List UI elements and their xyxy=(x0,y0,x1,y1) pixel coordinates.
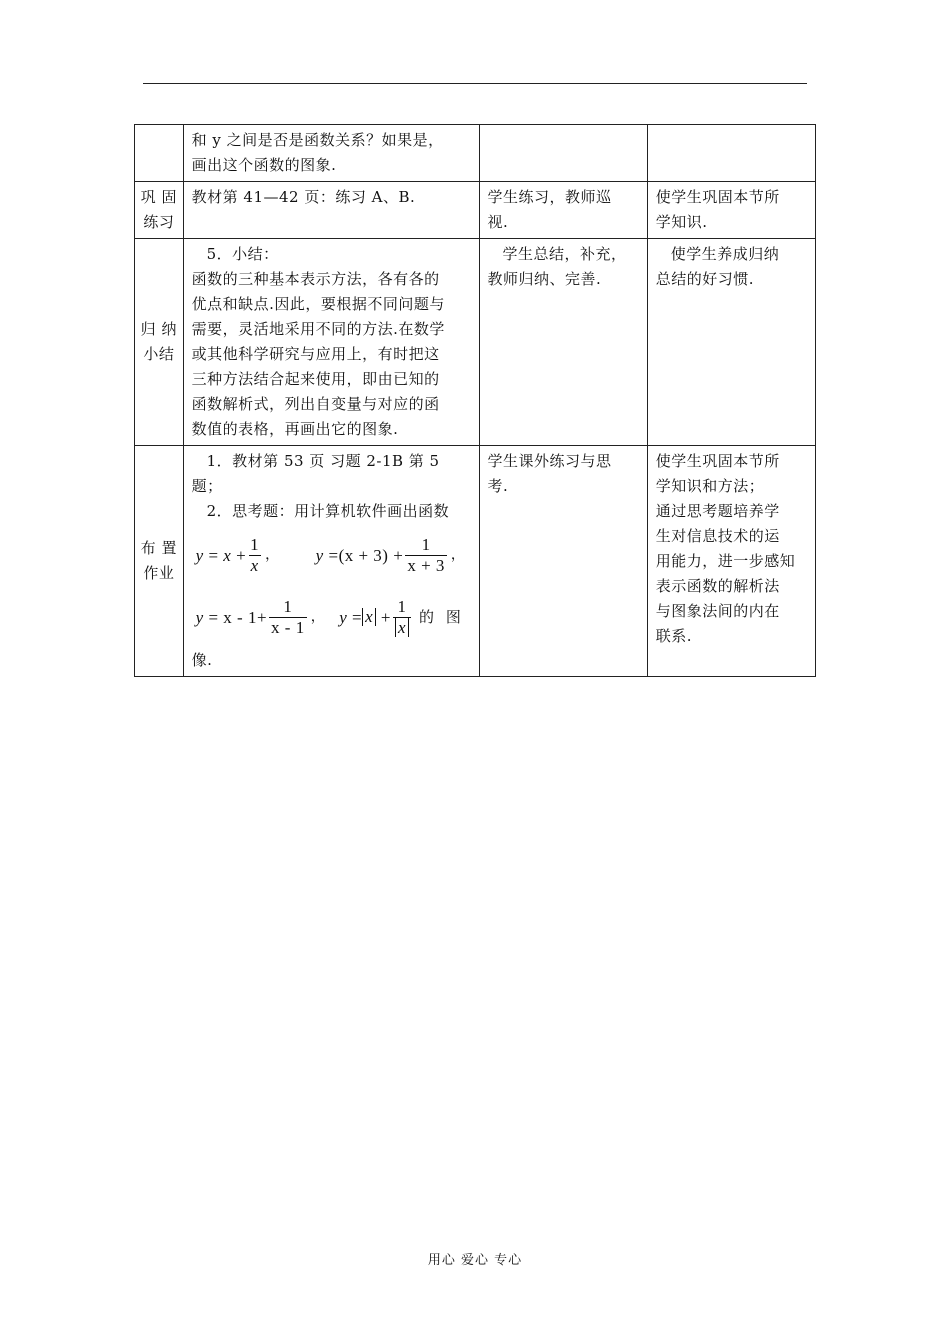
stage-label: 练习 xyxy=(143,213,175,231)
activity-line: 学生总结，补充， xyxy=(502,245,627,263)
content-line: 或其他科学研究与应用上，有时把这 xyxy=(191,345,440,363)
purpose-line: 表示函数的解析法 xyxy=(655,577,780,595)
formula-line xyxy=(192,524,471,586)
formula-1: y = x + $\frac{1}{x}$ ， xyxy=(195,534,280,575)
purpose-line: 使学生巩固本节所 xyxy=(655,188,780,206)
content-tail: 的 图 xyxy=(419,607,462,626)
table-row xyxy=(135,125,816,182)
content-line: 三种方法结合起来使用，即由已知的 xyxy=(191,370,440,388)
activity-line: 考. xyxy=(487,477,509,495)
activity-cell xyxy=(479,446,647,677)
stage-cell xyxy=(135,182,184,239)
activity-line: 教师归纳、完善. xyxy=(487,270,602,288)
content-cell xyxy=(183,125,479,182)
stage-cell xyxy=(135,125,184,182)
activity-line: 学生课外练习与思 xyxy=(487,452,612,470)
content-line: 像. xyxy=(191,651,213,669)
content-cell xyxy=(183,182,479,239)
stage-label: 布 置 xyxy=(140,539,177,557)
content-cell xyxy=(183,446,479,677)
content-line: 函数的三种基本表示方法，各有各的 xyxy=(191,270,440,288)
content-cell xyxy=(183,239,479,446)
purpose-cell xyxy=(647,125,815,182)
purpose-line: 总结的好习惯. xyxy=(655,270,755,288)
purpose-line: 用能力，进一步感知 xyxy=(655,552,796,570)
stage-label: 归 纳 xyxy=(140,320,177,338)
content-line: 函数解析式，列出自变量与对应的函 xyxy=(191,395,440,413)
activity-cell xyxy=(479,125,647,182)
formula-line xyxy=(192,586,471,648)
stage-cell xyxy=(135,239,184,446)
purpose-line: 学知识. xyxy=(655,213,708,231)
lesson-plan-table xyxy=(134,124,816,677)
header-rule xyxy=(143,83,807,84)
formula-3: y = x - 1 + $\frac{1}{x - 1}$ ， xyxy=(195,596,326,637)
activity-line: 学生练习，教师巡 xyxy=(487,188,612,206)
stage-label: 巩 固 xyxy=(140,188,177,206)
stage-label: 小结 xyxy=(143,345,175,363)
purpose-line: 使学生养成归纳 xyxy=(670,245,780,263)
content-line: 1．教材第 53 页 习题 2-1B 第 5 题； xyxy=(191,452,440,495)
content-line: 优点和缺点.因此，要根据不同问题与 xyxy=(191,295,445,313)
purpose-cell xyxy=(647,239,815,446)
purpose-line: 生对信息技术的运 xyxy=(655,527,780,545)
purpose-line: 联系. xyxy=(655,627,693,645)
formula-4: y = x + $\frac{1}{x}$ xyxy=(339,597,413,638)
stage-cell xyxy=(135,446,184,677)
content-line: 2．思考题：用计算机软件画出函数 xyxy=(206,502,450,520)
activity-cell xyxy=(479,239,647,446)
content-line: 教材第 41—42 页：练习 A、B. xyxy=(191,188,416,206)
activity-line: 视. xyxy=(487,213,509,231)
purpose-cell xyxy=(647,446,815,677)
purpose-line: 通过思考题培养学 xyxy=(655,502,780,520)
purpose-cell xyxy=(647,182,815,239)
table-row xyxy=(135,446,816,677)
content-line: 和 y 之间是否是函数关系？如果是， xyxy=(191,131,444,149)
table-row xyxy=(135,182,816,239)
content-line: 画出这个函数的图象. xyxy=(191,156,337,174)
purpose-line: 使学生巩固本节所 xyxy=(655,452,780,470)
content-line: 数值的表格，再画出它的图象. xyxy=(191,420,399,438)
formula-2: y = (x + 3) + $\frac{1}{x + 3}$ ， xyxy=(315,534,466,575)
page-footer: 用心 爱心 专心 xyxy=(427,1253,523,1268)
activity-cell xyxy=(479,182,647,239)
content-line: 5．小结： xyxy=(206,245,279,263)
purpose-line: 与图象法间的内在 xyxy=(655,602,780,620)
purpose-line: 学知识和方法； xyxy=(655,477,765,495)
table-row xyxy=(135,239,816,446)
content-line: 需要，灵活地采用不同的方法.在数学 xyxy=(191,320,445,338)
stage-label: 作业 xyxy=(143,564,175,582)
